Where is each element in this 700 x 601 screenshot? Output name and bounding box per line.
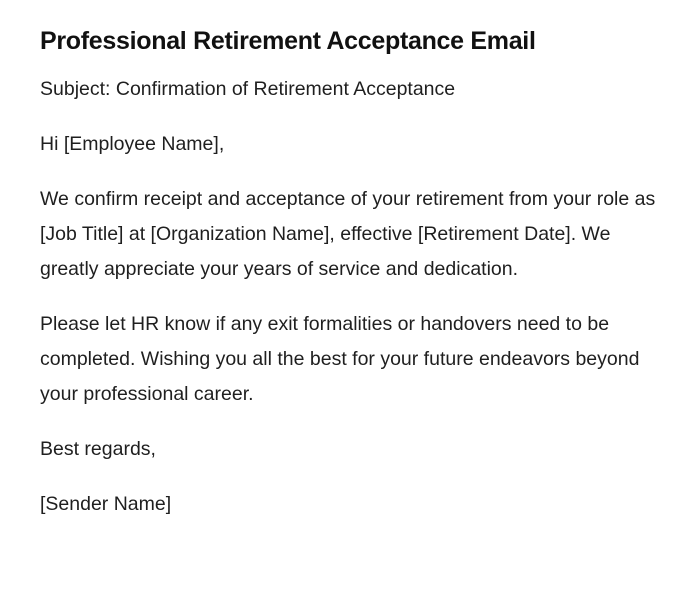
email-closing: Best regards,: [40, 438, 156, 460]
email-body-paragraph-1: We confirm receipt and acceptance of your retirement from your role as [Job Title] at [Organization Name], effective [Retirement Date]. We greatly appreciate your years of service and dedication.: [40, 188, 656, 280]
document-title: Professional Retirement Acceptance Email: [40, 27, 536, 55]
email-signature: [Sender Name]: [40, 493, 172, 515]
email-greeting: Hi [Employee Name],: [40, 133, 225, 155]
email-body-paragraph-2: Please let HR know if any exit formalities or handovers need to be completed. Wishing you all the best for your future endeavors beyond your professional career.: [40, 313, 640, 405]
email-subject-line: Subject: Confirmation of Retirement Acceptance: [40, 78, 456, 100]
